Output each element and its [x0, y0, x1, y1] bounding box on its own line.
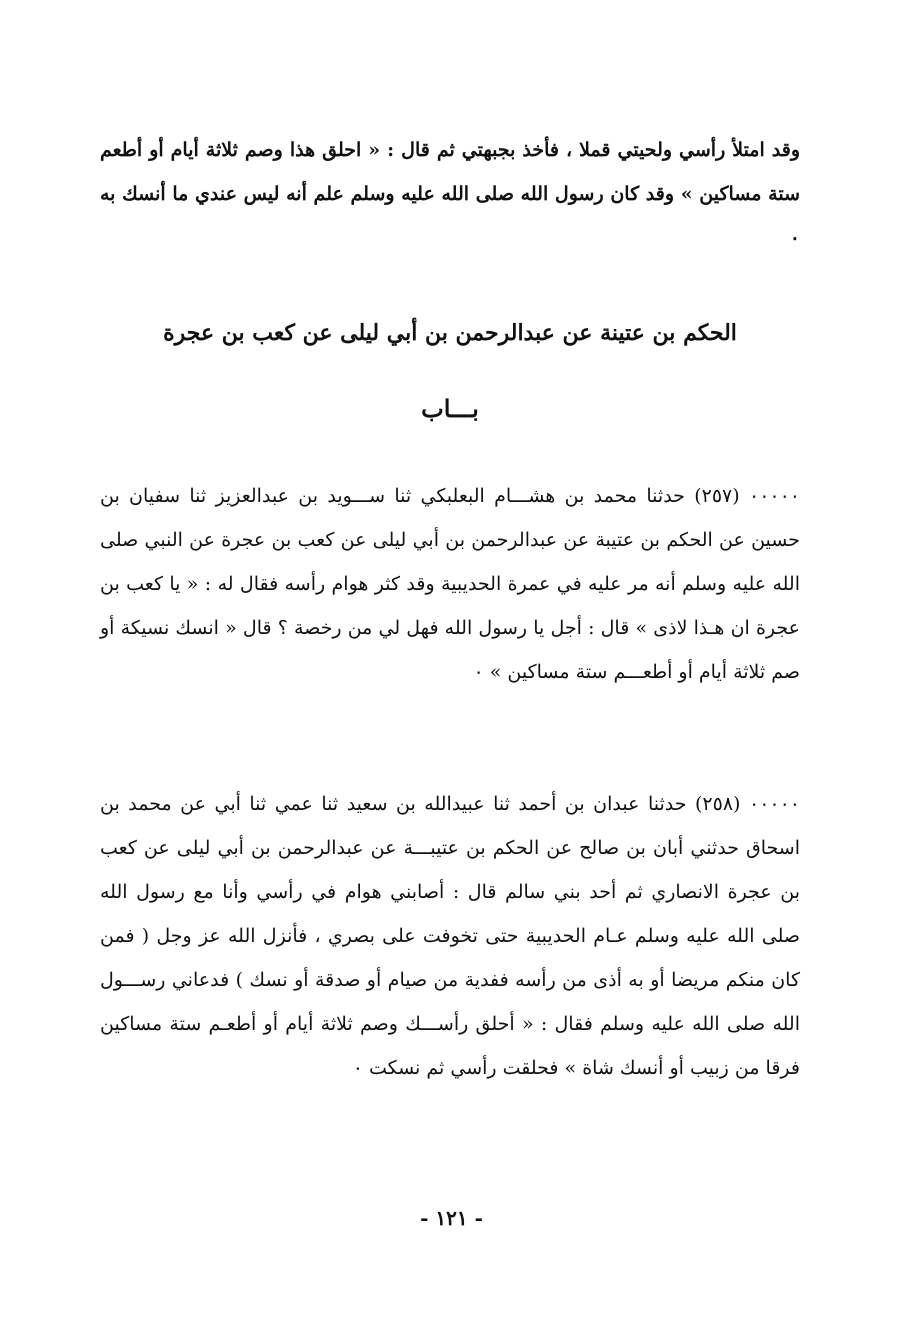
hadith-258-paragraph: ٠٠٠٠٠ (٢٥٨) حدثنا عبدان بن أحمد ثنا عبيدالله بن سعيد ثنا عمي ثنا أبي عن محمد بن اسحاق حدثني أبان بن صالح عن الحكم بن عتيبـــة عن عبدالرحمن بن أبي ليلى عن كعب بن عجرة الانصاري ثم أحد بني سالم قال : أصابني هوام في رأسي وأنا مع رسول الله صلى الله عليه وسلم عـام الحديبية حتى تخوفت على بصري ، فأنزل الله عز وجل ( فمن كان منكم مريضا أو به أذى من رأسه ففدية من صيام أو صدقة أو نسك ) فدعاني رســـول الله صلى الله عليه وسلم فقال : « أحلق رأســـك وصم ثلاثة أيام أو أطعـم ستة مساكين فرقا من زبيب أو أنسك شاة » فحلقت رأسي ثم نسكت ٠	[100, 793, 801, 1079]
chain-heading: الحكم بن عتينة عن عبدالرحمن بن أبي ليلى عن كعب بن عجرة	[163, 320, 737, 346]
intro-paragraph: وقد امتلأ رأسي ولحيتي قملا ، فأخذ بجبهتي ثم قال : « احلق هذا وصم ثلاثة أيام أو أطعم ستة مساكين » وقد كان رسول الله صلى الله عليه وسلم علم أنه ليس عندي ما أنسك به ٠	[100, 139, 800, 249]
section-heading: بـــاب	[421, 394, 479, 423]
hadith-257-paragraph: ٠٠٠٠٠ (٢٥٧) حدثنا محمد بن هشـــام البعلبكي ثنا ســـويد بن عبدالعزيز ثنا سفيان بن حسين عن الحكم بن عتيبة عن عبدالرحمن بن أبي ليلى عن كعب بن عجرة عن النبي صلى الله عليه وسلم أنه مر عليه في عمرة الحديبية وقد كثر هوام رأسه فقال له : « يا كعب بن عجرة ان هـذا لاذى » قال : أجل يا رسول الله فهل لي من رخصة ؟ قال « انسك نسيكة أو صم ثلاثة أيام أو أطعـــم ستة مساكين » ٠	[100, 485, 801, 683]
page-number: - ١٢١ -	[420, 1206, 483, 1230]
